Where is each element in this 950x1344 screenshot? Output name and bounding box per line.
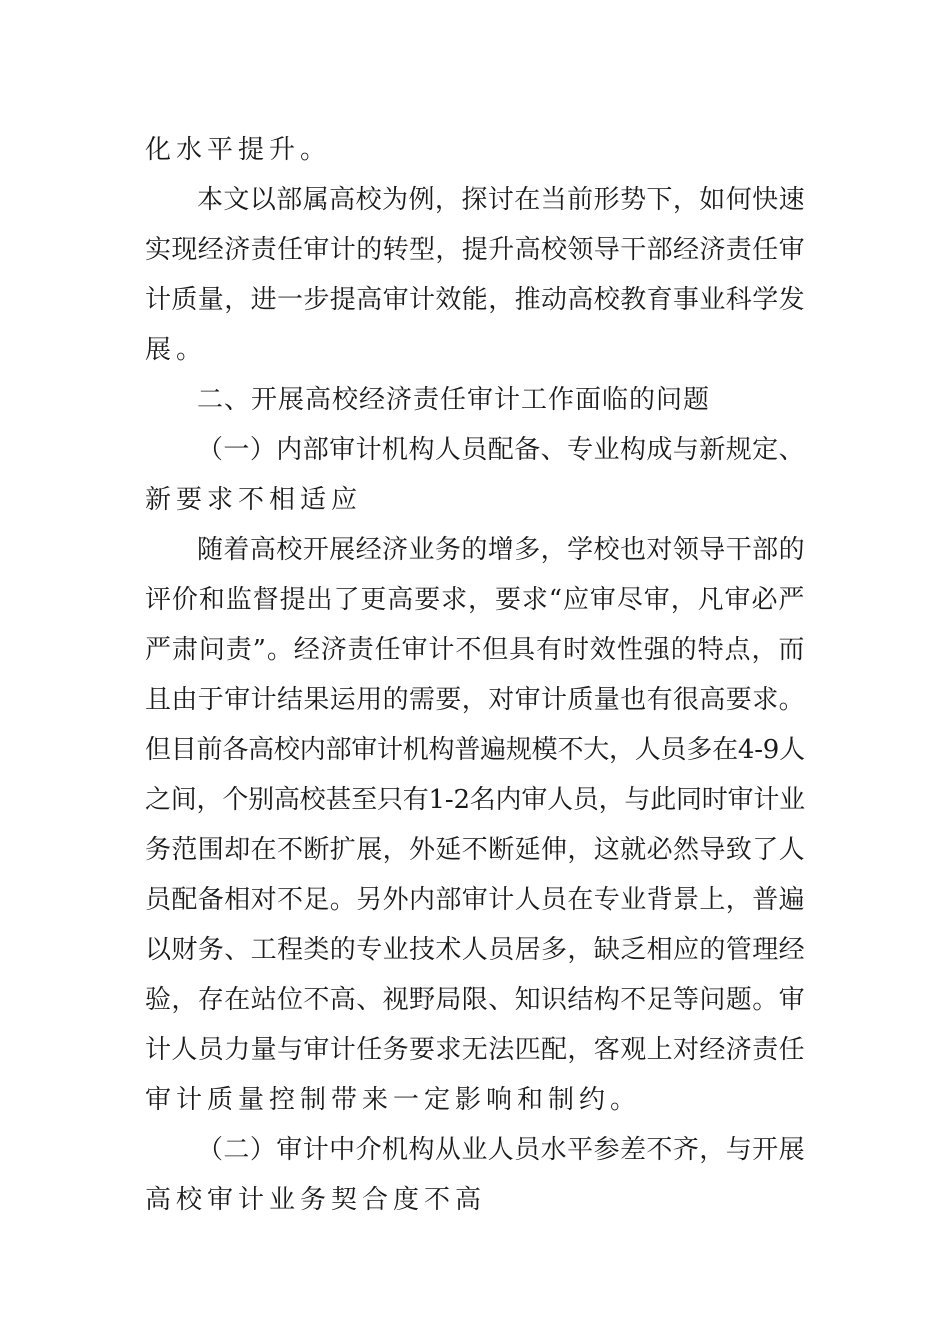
body-text-line: 且由于审计结果运用的需要，对审计质量也有很高要求。 (145, 685, 806, 715)
subsection-heading-line: （一）内部审计机构人员配备、专业构成与新规定、 (197, 435, 806, 465)
subsection-heading-line: 高校审计业务契合度不高 (145, 1185, 487, 1215)
body-text-line: 严肃问责”。经济责任审计不但具有时效性强的特点，而 (145, 635, 806, 665)
body-text-line: 展。 (145, 335, 208, 365)
body-text-line: 审计质量控制带来一定影响和制约。 (145, 1085, 642, 1115)
body-text-line: 员配备相对不足。另外内部审计人员在专业背景上，普遍 (145, 885, 806, 915)
paragraph-first-line: 随着高校开展经济业务的增多，学校也对领导干部的 (197, 535, 806, 565)
paragraph-first-line: 本文以部属高校为例，探讨在当前形势下，如何快速 (197, 185, 806, 215)
body-text-line: 务范围却在不断扩展，外延不断延伸，这就必然导致了人 (145, 835, 806, 865)
body-text-line: 化水平提升。 (145, 135, 332, 165)
body-text-line: 实现经济责任审计的转型，提升高校领导干部经济责任审 (145, 235, 806, 265)
body-text-line: 验，存在站位不高、视野局限、知识结构不足等问题。审 (145, 985, 806, 1015)
subsection-heading-line: 新要求不相适应 (145, 485, 363, 515)
body-text-line: 之间，个别高校甚至只有1-2名内审人员，与此同时审计业 (145, 785, 805, 815)
body-text-line: 以财务、工程类的专业技术人员居多，缺乏相应的管理经 (145, 935, 806, 965)
body-text-line: 评价和监督提出了更高要求，要求“应审尽审，凡审必严 (145, 585, 806, 615)
section-heading: 二、开展高校经济责任审计工作面临的问题 (197, 385, 711, 415)
subsection-heading-line: （二）审计中介机构从业人员水平参差不齐，与开展 (197, 1135, 806, 1165)
body-text-line: 计质量，进一步提高审计效能，推动高校教育事业科学发 (145, 285, 806, 315)
body-text-line: 计人员力量与审计任务要求无法匹配，客观上对经济责任 (145, 1035, 806, 1065)
body-text-line: 但目前各高校内部审计机构普遍规模不大，人员多在4-9人 (145, 735, 805, 765)
